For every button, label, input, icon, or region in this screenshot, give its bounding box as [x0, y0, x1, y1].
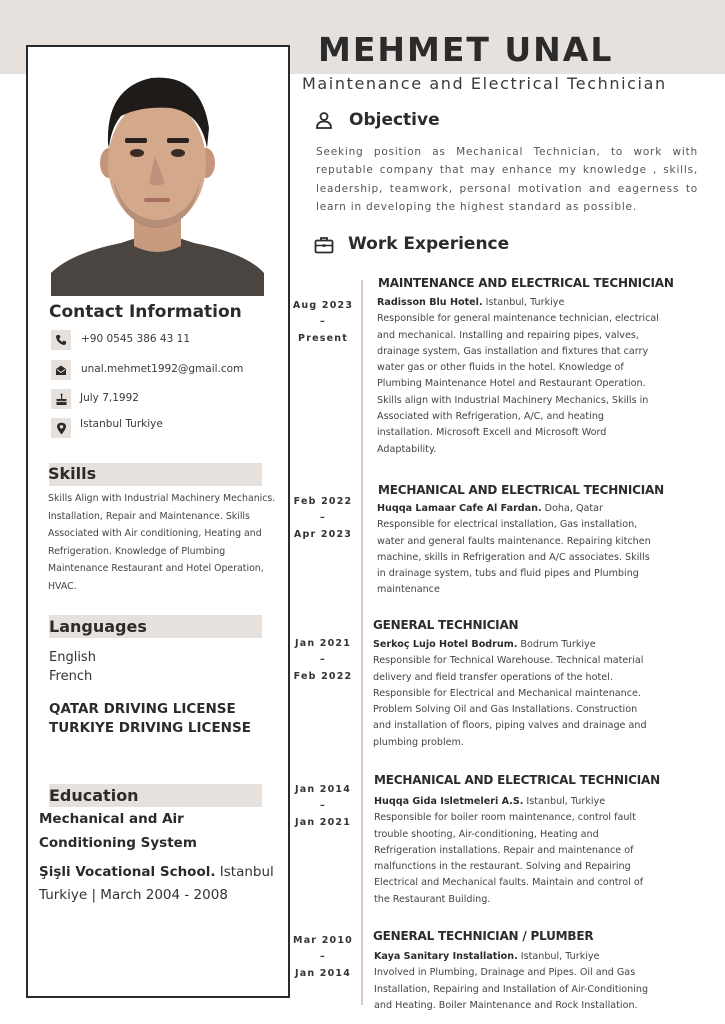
job-company: Huqqa Lamaar Cafe Al Fardan.: [377, 503, 542, 514]
phone-text: +90 0545 386 43 11: [81, 333, 190, 345]
experience-title: Work Experience: [348, 234, 510, 254]
job-title: GENERAL TECHNICIAN / PLUMBER: [373, 929, 594, 943]
contact-birthday: [51, 389, 281, 409]
education-title: Education: [49, 786, 139, 805]
job-details: [377, 501, 659, 599]
job-date: [287, 298, 359, 347]
contact-email: [51, 360, 281, 380]
contact-location: [51, 418, 281, 438]
license-item: TURKIYE DRIVING LICENSE: [49, 720, 251, 736]
date-to: Apr 2023: [293, 528, 353, 540]
date-from: Mar 2010: [293, 935, 353, 946]
user-icon: [315, 111, 333, 129]
job-details: [377, 295, 659, 458]
cake-icon: [51, 389, 71, 409]
date-from: Aug 2023: [292, 300, 354, 311]
date-dash: –: [320, 316, 326, 328]
birthday-text: July 7,1992: [80, 392, 139, 404]
date-to: Jan 2021: [294, 816, 352, 828]
language-item: English: [49, 650, 96, 665]
job-details: [374, 794, 656, 908]
objective-title: Objective: [349, 110, 440, 130]
job-description: Responsible for electrical installation, Gas installation, water and general faults maintenance. Repairing kitchen machine, skills in Refrigeration and A/C associates. Skills in drainage system, tubs and fluid pipes and Plumbing maintenance: [377, 519, 651, 596]
job-company: Huqqa Gida Isletmeleri A.S.: [374, 796, 524, 807]
phone-icon: [51, 330, 71, 350]
job-date: [287, 636, 359, 685]
job-description: Involved in Plumbing, Drainage and Pipes. Oil and Gas Installation, Repairing and Installation of Air-Conditioning and Heating. Boiler Maintenance and Rock Installation.: [374, 967, 649, 1011]
date-to: Present: [298, 332, 348, 344]
location-pin-icon: [51, 418, 71, 438]
school-details: Istanbul Turkiye | March 2004 - 2008: [39, 864, 274, 903]
license-item: QATAR DRIVING LICENSE: [49, 701, 236, 717]
job-location: Istanbul, Turkiye: [523, 796, 606, 807]
date-from: Jan 2014: [294, 784, 352, 795]
job-title: MECHANICAL AND ELECTRICAL TECHNICIAN: [374, 773, 660, 787]
date-dash: –: [320, 800, 326, 812]
job-title: MAINTENANCE AND ELECTRICAL TECHNICIAN: [378, 276, 674, 290]
job-location: Doha, Qatar: [541, 503, 604, 514]
job-description: Responsible for boiler room maintenance, control fault trouble shooting, Air-conditioning, Heating and Refrigeration installations. Repair and maintenance of malfunctions in the restaurant. Solving and Repairing Electrical and Mechanical faults. Maintain and control of the Restaurant Building.: [374, 812, 644, 905]
timeline-line: [361, 280, 363, 1005]
job-date: [287, 494, 359, 543]
date-to: Feb 2022: [293, 670, 353, 682]
candidate-name: MEHMET UNAL: [318, 30, 614, 69]
languages-title: Languages: [49, 617, 147, 636]
job-company: Serkoç Lujo Hotel Bodrum.: [373, 639, 518, 650]
date-dash: –: [320, 951, 326, 963]
job-details: [374, 949, 664, 1014]
contact-phone: [51, 330, 281, 350]
envelope-icon: [51, 360, 71, 380]
contact-title: Contact Information: [49, 302, 242, 322]
job-company: Kaya Sanitary Installation.: [374, 951, 518, 962]
location-text: Istanbul Turkiye: [80, 418, 163, 430]
date-from: Feb 2022: [293, 496, 353, 507]
school-name: Şişli Vocational School.: [39, 864, 216, 880]
skills-title: Skills: [48, 464, 97, 483]
job-details: [373, 637, 658, 751]
education-school: [39, 861, 284, 907]
profile-photo: [51, 58, 264, 296]
email-text: unal.mehmet1992@gmail.com: [81, 363, 244, 375]
job-date: [287, 782, 359, 831]
education-degree: Mechanical and Air Conditioning System: [39, 811, 197, 851]
date-dash: –: [320, 654, 326, 666]
job-description: Responsible for Technical Warehouse. Technical material delivery and field transfer operations of the hotel. Responsible for Electrical and Mechanical maintenance. Problem Solving Oil and Gas Installations. Construction and installation of floors, piping valves and drainage and plumbing problem.: [373, 655, 647, 748]
briefcase-icon: [314, 236, 334, 254]
objective-text: Seeking position as Mechanical Technician, to work with reputable company that may enhance my knowledge , skills, leadership, teamwork, personal motivation and eagerness to learn in developing the highest standard as possible.: [316, 146, 698, 213]
job-location: Bodrum Turkiye: [517, 639, 596, 650]
job-location: Istanbul, Turkiye: [517, 951, 600, 962]
job-date: [287, 933, 359, 982]
candidate-role: Maintenance and Electrical Technician: [302, 74, 667, 93]
job-title: GENERAL TECHNICIAN: [373, 618, 519, 632]
date-from: Jan 2021: [294, 638, 352, 649]
job-company: Radisson Blu Hotel.: [377, 297, 483, 308]
date-dash: –: [320, 512, 326, 524]
job-location: Istanbul, Turkiye: [482, 297, 565, 308]
date-to: Jan 2014: [294, 967, 352, 979]
job-title: MECHANICAL AND ELECTRICAL TECHNICIAN: [378, 483, 664, 497]
job-description: Responsible for general maintenance technician, electrical and mechanical. Installing and repairing pipes, valves, drainage system, Gas installation and fixtures that carry water gas or other fluids in the hotel. Knowledge of Plumbing Maintenance Hotel and Restaurant Operation. Skills align with Industrial Machinery Mechanics, Skills in Associated with Refrigeration, A/C, and heating installation. Microsoft Excell and Microsoft Word Adaptability.: [377, 313, 659, 455]
skills-text: Skills Align with Industrial Machinery Mechanics. Installation, Repair and Maintenance. Skills Associated with Air conditioning, Heating and Refrigeration. Knowledge of Plumbing Maintenance Restaurant and Hotel Operation, HVAC.: [48, 493, 276, 592]
language-item: French: [49, 669, 93, 684]
